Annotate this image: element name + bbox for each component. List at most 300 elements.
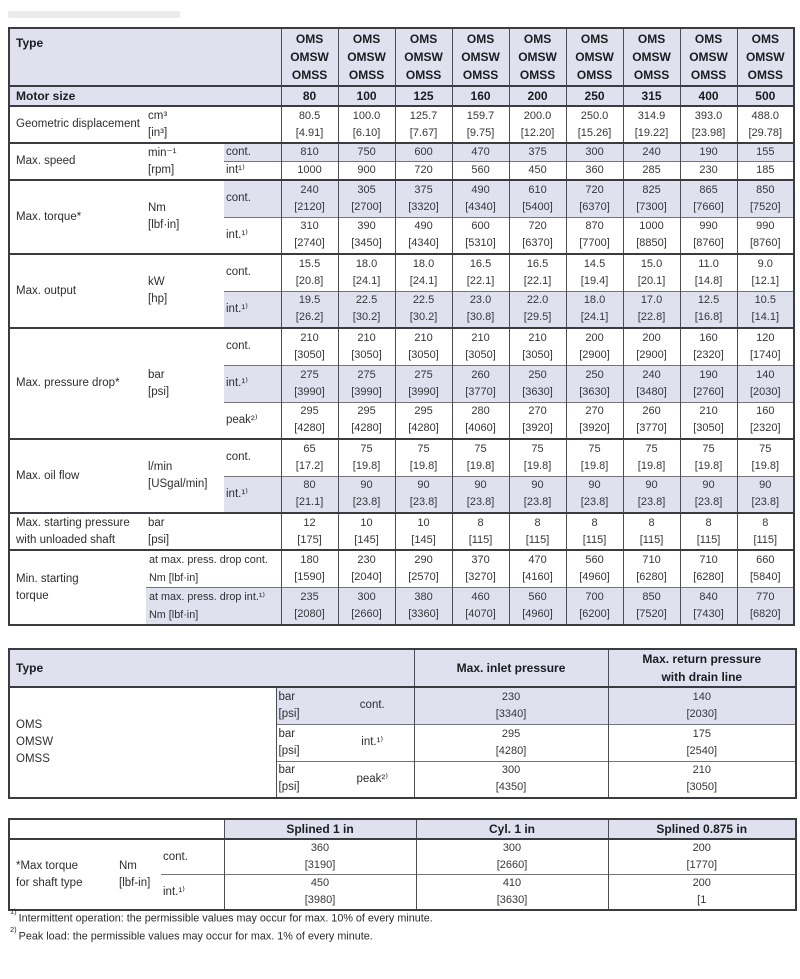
cell-line: [175] [297, 533, 322, 546]
cell-line: [115] [753, 533, 778, 546]
cell-line: [3920] [579, 422, 610, 435]
condition-label: int.¹⁾ [224, 365, 281, 402]
type-header-cell [680, 28, 737, 86]
unit-label [146, 106, 281, 143]
unit-label [276, 687, 331, 724]
cell-line: [lbf·in] [148, 219, 180, 231]
cell-line: 275 [300, 368, 319, 381]
cell-line: 210 [692, 764, 711, 777]
cell-line: [19.8] [409, 459, 438, 472]
value-cell [509, 402, 566, 439]
cell-line: [psi] [278, 744, 300, 757]
cell-line: 8 [477, 516, 484, 529]
value-cell [338, 162, 395, 181]
cell-line: [3630] [579, 385, 610, 398]
cell-line: 90 [759, 479, 772, 492]
value-cell [566, 550, 623, 588]
value-cell [623, 365, 680, 402]
cell-line: OMSW [16, 736, 54, 748]
cell-line: 10 [360, 516, 373, 529]
cell-line: [3990] [294, 385, 325, 398]
cell-line: [3450] [351, 237, 382, 250]
cell-line: [7.67] [409, 126, 438, 139]
type-header-cell [395, 28, 452, 86]
cell-line: [3630] [496, 894, 528, 906]
value-cell [338, 217, 395, 254]
condition-label: cont. [224, 439, 281, 476]
value-cell [281, 162, 338, 181]
cell-line: 825 [642, 183, 661, 196]
value-cell [338, 439, 395, 476]
value-cell [623, 402, 680, 439]
cell-line: [23.8] [523, 496, 552, 509]
cell-line: 300 [585, 146, 604, 158]
cell-line: with drain line [661, 670, 743, 684]
cell-line: [2660] [496, 859, 528, 871]
cell-line: Max. pressure drop* [16, 377, 120, 389]
cell-line: [14.1] [751, 311, 780, 324]
value-cell [224, 839, 416, 875]
cell-line: 75 [417, 442, 430, 455]
cell-line: with unloaded shaft [16, 533, 116, 546]
cell-line: [24.1] [580, 311, 609, 324]
cell-line: 450 [528, 164, 547, 176]
cell-line: 250.0 [580, 109, 609, 122]
value-cell [281, 217, 338, 254]
cell-line: OMS [751, 32, 779, 46]
cell-line: [4280] [495, 744, 527, 757]
cell-line: [23.8] [751, 496, 780, 509]
cell-line: 300 [357, 591, 376, 603]
cell-line: [lbf-in] [119, 876, 151, 889]
cell-line: 314.9 [637, 109, 666, 122]
pressure-limits-table-body [9, 649, 796, 798]
cell-line: [3630] [522, 385, 553, 398]
cell-line: OMSS [291, 68, 328, 82]
cell-line: OMSS [348, 68, 385, 82]
cell-line: [3270] [465, 571, 496, 583]
cell-line: [5400] [522, 200, 553, 213]
cell-line: [115] [525, 533, 550, 546]
cell-line: [3050] [408, 348, 439, 361]
footnotes [10, 908, 433, 944]
condition-label: int.¹⁾ [224, 291, 281, 328]
value-cell [509, 143, 566, 162]
cell-line: [8850] [636, 237, 667, 250]
cell-line: 270 [585, 405, 604, 418]
cell-line: [2030] [686, 707, 718, 720]
value-cell [509, 162, 566, 181]
cell-line: [2700] [351, 200, 382, 213]
cell-line: [7520] [636, 608, 667, 620]
value-cell [737, 180, 794, 217]
cell-line: OMS [466, 32, 495, 46]
unit-label [276, 724, 331, 761]
spec-row [9, 143, 794, 162]
cell-line: Max. starting pressure [16, 516, 130, 529]
cell-line: [psi] [278, 707, 300, 720]
value-cell [395, 513, 452, 550]
motor-size-cell: 315 [623, 86, 680, 106]
type-header-cell [338, 28, 395, 86]
row-label [9, 513, 146, 550]
value-cell [395, 162, 452, 181]
value-cell [416, 875, 608, 911]
cell-line: 710 [699, 554, 718, 566]
value-cell [338, 106, 395, 143]
cell-line: [3050] [686, 781, 718, 794]
value-cell [623, 162, 680, 181]
t2-return-pressure-header [608, 649, 796, 687]
cell-line: 300 [501, 764, 521, 777]
cell-line: 75 [645, 442, 658, 455]
value-cell [680, 180, 737, 217]
cell-line: OMSW [518, 50, 557, 64]
value-cell [566, 476, 623, 513]
cell-line: 770 [756, 591, 775, 603]
cell-line: OMSS [462, 68, 499, 82]
cell-line: [23.8] [466, 496, 495, 509]
cell-line: 190 [699, 368, 718, 381]
value-cell [737, 143, 794, 162]
row-label [9, 143, 146, 180]
cell-line: [4160] [522, 571, 553, 583]
type-header-cell [281, 28, 338, 86]
t3-header-spacer [9, 819, 224, 839]
cell-line: 15.5 [298, 257, 321, 270]
value-cell [737, 217, 794, 254]
value-cell [395, 402, 452, 439]
spec-row [9, 106, 794, 143]
cell-line: OMS [580, 32, 609, 46]
value-cell [338, 328, 395, 365]
cell-line: [psi] [148, 533, 170, 546]
cell-line: 8 [762, 516, 769, 529]
value-cell [338, 254, 395, 291]
cell-line: 140 [756, 368, 775, 381]
value-cell [737, 162, 794, 181]
value-cell [395, 143, 452, 162]
cell-line: 15.0 [640, 257, 663, 270]
value-cell [623, 328, 680, 365]
shaft-torque-table [8, 818, 797, 911]
footnote-1-text: Intermittent operation: the permissible values may occur for max. 10% of every minute. [18, 912, 433, 925]
cell-line: OMSS [405, 68, 442, 82]
cell-line: Max. return pressure [642, 652, 762, 666]
cell-line: [115] [639, 533, 664, 546]
condition-label [146, 588, 281, 626]
cell-line: 865 [699, 183, 718, 196]
cell-line: 9.0 [757, 257, 773, 270]
t2-inlet-pressure-header: Max. inlet pressure [414, 649, 608, 687]
cell-line: 280 [471, 405, 490, 418]
cell-line: 210 [528, 331, 547, 344]
pressure-limits-table [8, 648, 797, 799]
cell-line: [145] [354, 533, 379, 546]
cell-line: Nm [119, 859, 137, 872]
value-cell [737, 550, 794, 588]
cell-line: 850 [756, 183, 775, 196]
value-cell [566, 588, 623, 626]
unit-label [146, 254, 224, 328]
cell-line: [20.8] [295, 274, 324, 287]
value-cell [509, 180, 566, 217]
value-cell [509, 439, 566, 476]
cell-line: [16.8] [694, 311, 723, 324]
cell-line: [3480] [636, 385, 667, 398]
value-cell [608, 761, 796, 798]
cell-line: 560 [528, 591, 547, 603]
spec-row [9, 513, 794, 550]
cell-line: 305 [357, 183, 376, 196]
value-cell [395, 328, 452, 365]
value-cell [395, 217, 452, 254]
cell-line: [23.8] [637, 496, 666, 509]
cell-line: cm³ [148, 109, 168, 122]
cell-line: [22.1] [466, 274, 495, 287]
cell-line: 700 [585, 591, 604, 603]
cell-line: [29.5] [523, 311, 552, 324]
cell-line: Nm [lbf·in] [149, 572, 199, 584]
value-cell [338, 550, 395, 588]
cell-line: [1770] [686, 859, 718, 871]
cell-line: [145] [411, 533, 436, 546]
value-cell [680, 143, 737, 162]
cell-line: [7300] [636, 200, 667, 213]
value-cell [452, 550, 509, 588]
cell-line: OMSW [461, 50, 500, 64]
cell-line: 10 [417, 516, 430, 529]
cell-line: 1000 [297, 164, 322, 176]
value-cell [737, 328, 794, 365]
cell-line: 17.0 [640, 294, 663, 307]
cell-line: [2570] [408, 571, 439, 583]
t2-row [9, 687, 796, 724]
value-cell [281, 550, 338, 588]
cell-line: [3990] [351, 385, 382, 398]
value-cell [509, 106, 566, 143]
cell-line: 12.5 [697, 294, 720, 307]
cell-line: 230 [357, 554, 376, 566]
cell-line: OMSW [575, 50, 614, 64]
type-header-label: Type [9, 28, 281, 86]
condition-label: cont. [224, 254, 281, 291]
value-cell [680, 217, 737, 254]
cell-line: 160 [699, 331, 718, 344]
cell-line: 460 [471, 591, 490, 603]
motor-size-cell: 100 [338, 86, 395, 106]
value-cell [566, 291, 623, 328]
value-cell [452, 365, 509, 402]
value-cell [452, 291, 509, 328]
spec-row [9, 328, 794, 365]
cell-line: [7430] [693, 608, 724, 620]
cell-line: [2900] [579, 348, 610, 361]
cell-line: [3770] [636, 422, 667, 435]
t2-type-label: Type [9, 649, 414, 687]
value-cell [452, 328, 509, 365]
cell-line: 190 [699, 146, 718, 158]
cell-line: 210 [414, 331, 433, 344]
unit-label [146, 439, 224, 513]
condition-label: peak²⁾ [331, 761, 414, 798]
cell-line: [6.10] [352, 126, 381, 139]
cell-line: [7520] [749, 200, 781, 213]
cell-line: [2320] [693, 348, 724, 361]
cell-line: OMSS [633, 68, 670, 82]
cell-line: 8 [648, 516, 655, 529]
cell-line: 240 [642, 368, 661, 381]
cell-line: [rpm] [148, 163, 175, 176]
cell-line: [14.8] [694, 274, 723, 287]
cell-line: 375 [414, 183, 433, 196]
cell-line: [3990] [408, 385, 439, 398]
t3-shaft-header: Splined 0.875 in [608, 819, 796, 839]
value-cell [680, 291, 737, 328]
cell-line: kW [148, 276, 165, 288]
cell-line: [23.98] [691, 126, 726, 139]
cell-line: 390 [357, 220, 376, 233]
value-cell [452, 106, 509, 143]
cell-line: [2080] [294, 608, 325, 620]
condition-label: cont. [224, 328, 281, 365]
motor-size-cell: 125 [395, 86, 452, 106]
cell-line: [24.1] [352, 274, 381, 287]
cell-line: [8760] [749, 237, 781, 250]
spec-row [9, 439, 794, 476]
cell-line: OMS [16, 719, 43, 731]
value-cell [680, 550, 737, 588]
cell-line: [USgal/min] [148, 478, 208, 490]
cell-line: 75 [588, 442, 601, 455]
cell-line: [30.2] [352, 311, 381, 324]
cell-line: 100.0 [352, 109, 381, 122]
cell-line: 1000 [639, 220, 664, 233]
value-cell [623, 476, 680, 513]
value-cell [608, 875, 796, 911]
motor-size-cell: 200 [509, 86, 566, 106]
cell-line: OMSW [347, 50, 386, 64]
cell-line: [4070] [465, 608, 496, 620]
cell-line: [9.75] [466, 126, 495, 139]
cell-line: [22.8] [637, 311, 666, 324]
row-label [9, 439, 146, 513]
value-cell [509, 513, 566, 550]
cell-line: 450 [310, 877, 330, 889]
unit-label [111, 839, 161, 910]
value-cell [281, 476, 338, 513]
condition-label: peak²⁾ [224, 402, 281, 439]
cell-line: Max. speed [16, 155, 76, 167]
value-cell [395, 588, 452, 626]
cell-line: 180 [300, 554, 319, 566]
motor-size-cell: 500 [737, 86, 794, 106]
value-cell [623, 291, 680, 328]
cell-line: [3770] [465, 385, 496, 398]
cell-line: [19.8] [523, 459, 552, 472]
footnote-2-marker: 2) [10, 924, 17, 934]
footnote-1 [10, 908, 433, 926]
unit-label [276, 761, 331, 798]
t3-row [9, 839, 796, 875]
cell-line: OMS [409, 32, 438, 46]
value-cell [338, 143, 395, 162]
motor-size-cell: 160 [452, 86, 509, 106]
value-cell [566, 106, 623, 143]
cell-line: min⁻¹ [148, 146, 177, 159]
cell-line: [24.1] [409, 274, 438, 287]
cell-line: [115] [582, 533, 607, 546]
cell-line: 900 [357, 164, 376, 176]
value-cell [680, 402, 737, 439]
condition-label: int¹⁾ [224, 162, 281, 181]
cell-line: [23.8] [352, 496, 381, 509]
value-cell [338, 402, 395, 439]
cell-line: 870 [585, 220, 604, 233]
cell-line: OMSW [745, 50, 785, 64]
cell-line: 120 [756, 331, 775, 344]
cell-line: bar [278, 764, 296, 777]
value-cell [395, 254, 452, 291]
unit-label [146, 513, 281, 550]
cell-line: 560 [471, 164, 490, 176]
cell-line: [19.8] [751, 459, 780, 472]
value-cell [623, 513, 680, 550]
cell-line: 488.0 [751, 109, 780, 122]
value-cell [737, 254, 794, 291]
cell-line: 11.0 [698, 257, 719, 270]
motor-size-cell: 400 [680, 86, 737, 106]
cell-line: [115] [468, 533, 493, 546]
t3-row-label [9, 839, 111, 910]
cell-line: [19.8] [637, 459, 666, 472]
value-cell [338, 588, 395, 626]
cell-line: 80 [303, 479, 316, 492]
cell-line: [4340] [465, 200, 496, 213]
value-cell [680, 588, 737, 626]
cell-line: OMSW [632, 50, 671, 64]
cell-line: 8 [534, 516, 541, 529]
cell-line: 75 [759, 442, 772, 455]
cell-line: 18.0 [355, 257, 378, 270]
value-cell [737, 106, 794, 143]
unit-label [146, 328, 224, 439]
cell-line: l/min [148, 461, 173, 473]
cell-line: [4280] [408, 422, 439, 435]
type-header-row [9, 28, 794, 86]
cell-line: [19.8] [694, 459, 723, 472]
cell-line: 8 [705, 516, 712, 529]
cell-line: [17.2] [295, 459, 324, 472]
cell-line: [21.1] [295, 496, 324, 509]
unit-label [146, 143, 224, 180]
value-cell [395, 291, 452, 328]
row-label [9, 328, 146, 439]
cell-line: [2740] [294, 237, 325, 250]
value-cell [680, 513, 737, 550]
cell-line: 90 [645, 479, 658, 492]
cell-line: 90 [360, 479, 373, 492]
value-cell [338, 365, 395, 402]
cell-line: 16.5 [469, 257, 492, 270]
cell-line: [psi] [278, 781, 300, 794]
value-cell [281, 365, 338, 402]
value-cell [281, 291, 338, 328]
cell-line: 295 [501, 727, 521, 740]
cell-line: Max. oil flow [16, 469, 80, 482]
value-cell [566, 162, 623, 181]
cell-line: [6820] [749, 608, 781, 620]
